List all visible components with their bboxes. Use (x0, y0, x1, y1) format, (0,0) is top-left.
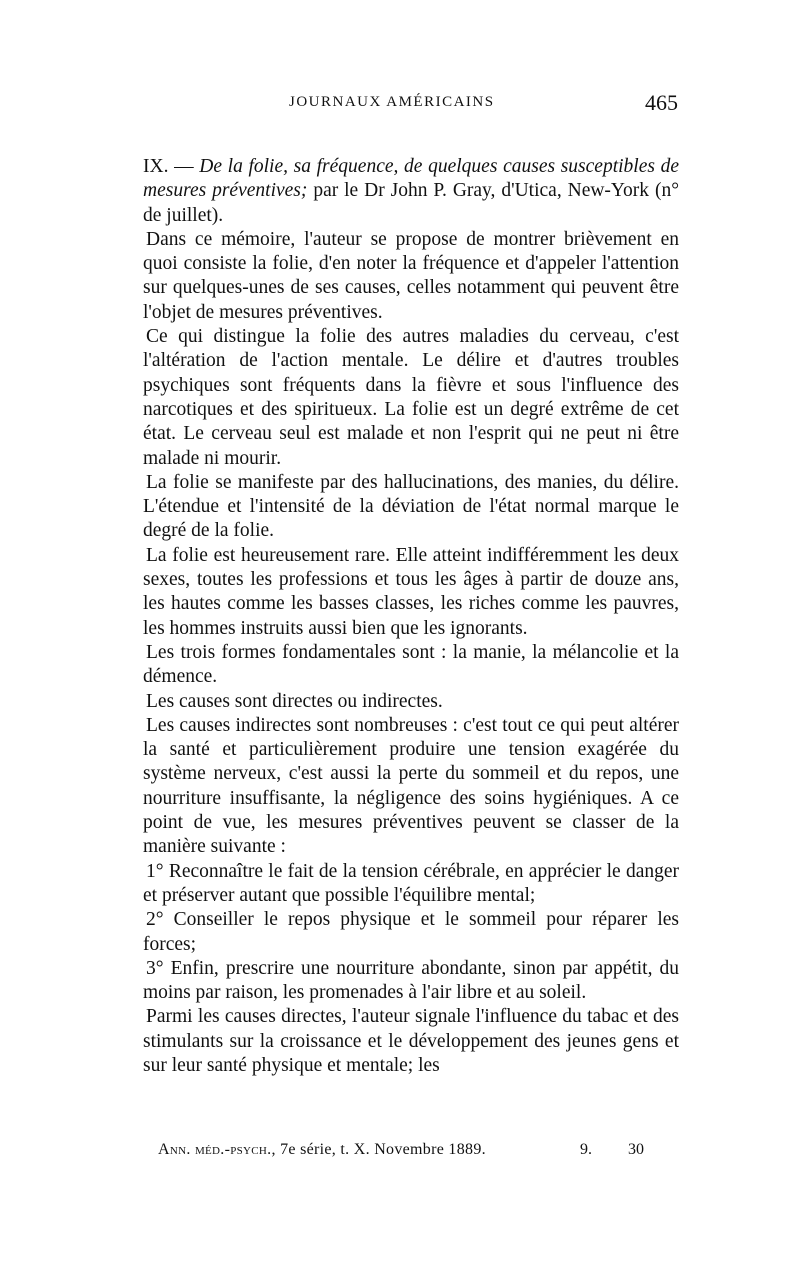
paragraph: La folie est heureusement rare. Elle atteint indifféremment les deux sexes, toutes les professions et tous les âges à partir de douze ans, les hautes comme les basses classes, les riches comme les pauvres, les hommes instruits aussi bien que les ignorants. (143, 544, 679, 639)
list-item: 3° Enfin, prescrire une nourriture abondante, sinon par appétit, du moins par raison, les promenades à l'air libre et au soleil. (143, 957, 679, 1004)
paragraph: Dans ce mémoire, l'auteur se propose de montrer brièvement en quoi consiste la folie, d'en noter la fréquence et d'appeler l'attention sur quelques-unes de ses causes, celles notamment qui peuvent être l'objet de mesures préventives. (143, 228, 679, 323)
paragraph: La folie se manifeste par des hallucinations, des manies, du délire. L'étendue et l'intensité de la déviation de l'état normal marque le degré de la folie. (143, 471, 679, 542)
article-number: IX. — (143, 156, 194, 177)
article-title-italic: De la folie, sa fréquence, de quelques causes susceptibles de mesures préventives; (143, 156, 679, 202)
signature-number: 30 (628, 1141, 644, 1158)
paragraph: Les causes sont directes ou indirectes. (146, 690, 443, 712)
list-item: 1° Reconnaître le fait de la tension cérébrale, en apprécier le danger et préserver autant que possible l'équilibre mental; (143, 860, 679, 906)
article-byline: par le Dr John P. Gray, d'Utica, New-York (n° de juillet). (143, 180, 680, 226)
running-title: JOURNAUX AMÉRICAINS (289, 94, 495, 110)
paragraph: Les causes indirectes sont nombreuses : c'est tout ce qui peut altérer la santé et particulièrement produire une tension exagérée du système nerveux, c'est aussi la perte du sommeil et du repos, une nourriture insuffisante, la négligence des soins hygiéniques. A ce point de vue, les mesures préventives peuvent se classer de la manière suivante : (143, 714, 679, 858)
page-header (143, 90, 678, 120)
paragraph: Parmi les causes directes, l'auteur signale l'influence du tabac et des stimulants sur la croissance et le développement des jeunes gens et sur leur santé physique et mentale; les (143, 1006, 679, 1076)
paragraph: Les trois formes fondamentales sont : la manie, la mélancolie et la démence. (143, 641, 679, 688)
journal-series: 7e série, t. X. Novembre 1889. (280, 1141, 486, 1158)
signature-sheet: 9. (580, 1141, 592, 1158)
journal-abbreviation: Ann. méd.-psych., (158, 1141, 276, 1158)
page-footer (158, 1141, 658, 1165)
page-number: 465 (645, 90, 678, 115)
footer-citation (158, 1141, 486, 1159)
list-item: 2° Conseiller le repos physique et le sommeil pour réparer les forces; (143, 909, 679, 955)
article-title (143, 155, 679, 228)
paragraph: Ce qui distingue la folie des autres maladies du cerveau, c'est l'altération de l'action mentale. Le délire et d'autres troubles psychiques sont fréquents dans la fièvre et sous l'influence des narcotiques et des spiritueux. La folie est un degré extrême de cet état. Le cerveau seul est malade et non l'esprit qui ne peut ni être malade ni mourir. (143, 326, 679, 469)
article-body (143, 155, 679, 1078)
